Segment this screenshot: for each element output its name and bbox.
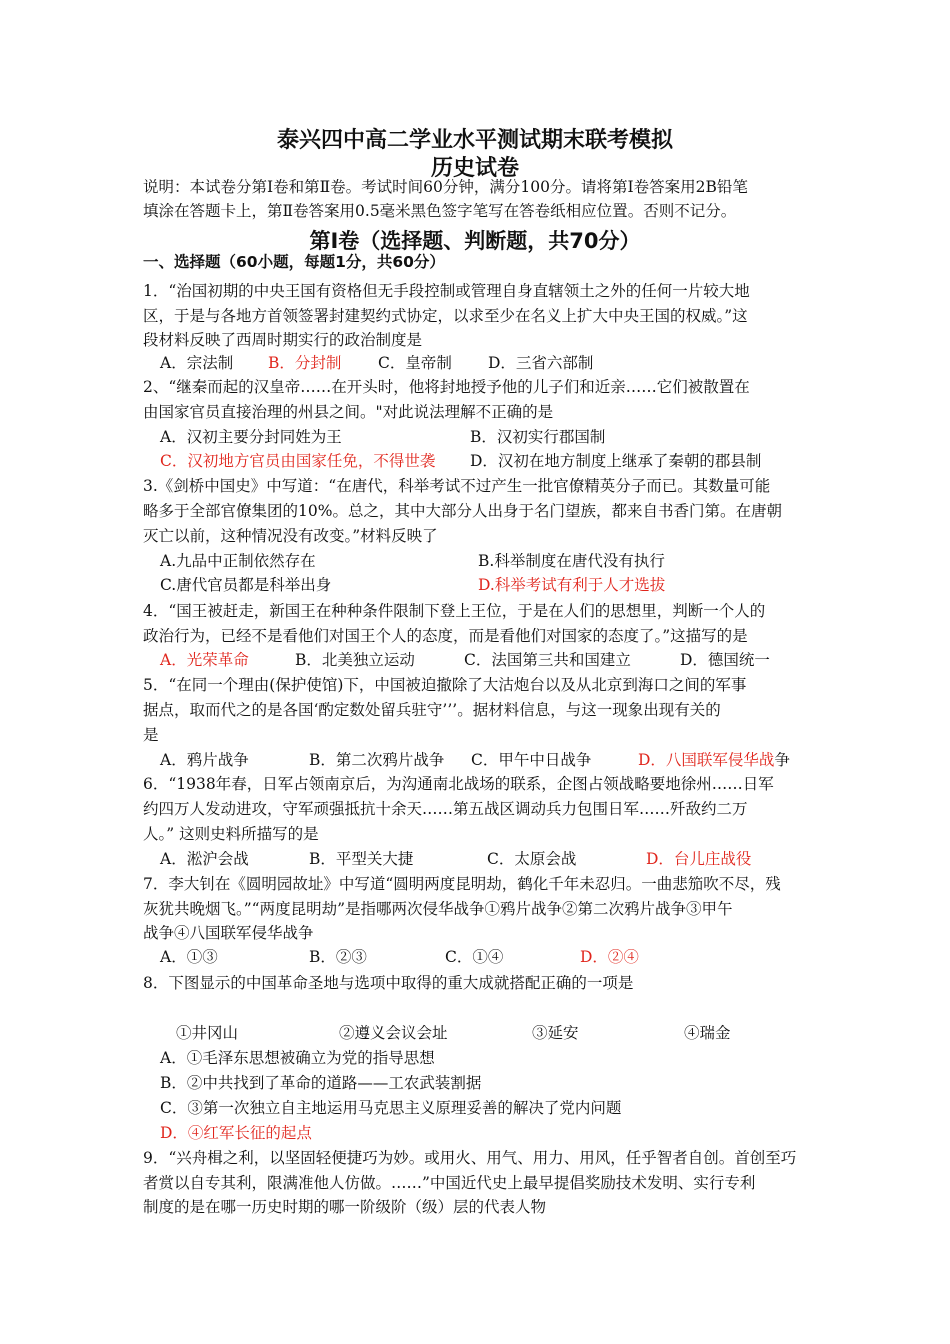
question-stem: 由国家官员直接治理的州县之间。"对此说法理解不正确的是 [143, 403, 554, 421]
question-stem: 略多于全部官僚集团的10%。总之，其中大部分人出身于名门望族，都来自书香门第。在唐朝 [143, 502, 782, 520]
option-answer: D．八国联军侵华战 [638, 751, 775, 769]
option: A．淞沪会战 [160, 850, 249, 868]
option: C．皇帝制 [378, 354, 452, 372]
question-stem: 是 [143, 726, 159, 744]
question-stem: 灰犹共晚烟飞。”“两度昆明劫”是指哪两次侵华战争①鸦片战争②第二次鸦片战争③甲午 [143, 900, 733, 918]
question-stem: 3.《剑桥中国史》中写道：“在唐代，科举考试不过产生一批官僚精英分子而已。其数量可能 [143, 477, 771, 495]
question-stem: 战争④八国联军侵华战争 [143, 924, 314, 942]
option: A．①毛泽东思想被确立为党的指导思想 [160, 1049, 435, 1067]
option: B.科举制度在唐代没有执行 [478, 552, 665, 570]
question-stem: 者赏以自专其利，限满准他人仿做。……”中国近代史上最早提倡奖励技术发明、实行专利 [143, 1174, 756, 1192]
option: B．②中共找到了革命的道路——工农武装割据 [160, 1074, 482, 1092]
part-heading: 一、选择题（60小题，每题1分，共60分） [143, 253, 445, 271]
option: C．③第一次独立自主地运用马克思主义原理妥善的解决了党内问题 [160, 1099, 622, 1117]
option-answer: C．汉初地方官员由国家任免，不得世袭 [160, 452, 436, 470]
section-title: 第Ⅰ卷（选择题、判断题，共70分） [309, 229, 641, 253]
question-stem: 人。” 这则史料所描写的是 [143, 825, 319, 843]
question-stem: 6．“1938年春，日军占领南京后，为沟通南北战场的联系，企图占领战略要地徐州……日军 [143, 775, 774, 793]
question-stem: 约四万人发动进攻，守军顽强抵抗十余天……第五战区调动兵力包围日军……歼敌约二万 [143, 800, 748, 818]
exam-title: 泰兴四中高二学业水平测试期末联考模拟 [276, 128, 673, 153]
question-stem: 7．李大钊在《圆明园故址》中写道“圆明两度昆明劫，鹤化千年未忍归。一曲悲笳吹不尽，残 [143, 875, 781, 893]
question-stem: 1．“治国初期的中央王国有资格但无手段控制或管理自身直辖领土之外的任何一片较大地 [143, 282, 750, 300]
question-stem: 9．“兴舟楫之利，以坚固轻便捷巧为妙。或用火、用气、用力、用风，任乎智者自创。首创至巧 [143, 1149, 797, 1167]
option: A.九品中正制依然存在 [160, 552, 316, 570]
place-label: ②遵义会议会址 [339, 1024, 448, 1042]
option: A．汉初主要分封同姓为王 [160, 428, 342, 446]
option: B．汉初实行郡国制 [470, 428, 606, 446]
instructions-line: 填涂在答题卡上，第Ⅱ卷答案用0.5毫米黑色签字笔写在答卷纸相应位置。否则不记分。 [143, 202, 737, 220]
question-stem: 政治行为，已经不是看他们对国王个人的态度，而是看他们对国家的态度了。”这描写的是 [143, 627, 748, 645]
place-label: ④瑞金 [684, 1024, 731, 1042]
option: B．第二次鸦片战争 [309, 751, 445, 769]
option: C．太原会战 [487, 850, 577, 868]
instructions-line: 说明：本试卷分第Ⅰ卷和第Ⅱ卷。考试时间60分钟，满分100分。请将第Ⅰ卷答案用2B铅笔 [143, 178, 748, 196]
option: B．平型关大捷 [309, 850, 414, 868]
question-stem: 制度的是在哪一历史时期的哪一阶级阶（级）层的代表人物 [143, 1198, 547, 1216]
option: B．②③ [309, 948, 367, 966]
option: A．宗法制 [160, 354, 234, 372]
option-answer-line [638, 750, 790, 770]
option: D．德国统一 [680, 651, 770, 669]
option-answer: A．光荣革命 [160, 651, 249, 669]
question-stem: 5．“在同一个理由(保护使馆)下，中国被迫撤除了大沽炮台以及从北京到海口之间的军事 [143, 676, 747, 694]
option-answer: B．分封制 [268, 354, 342, 372]
option: C．①④ [445, 948, 504, 966]
option: A．鸦片战争 [160, 751, 249, 769]
place-label: ①井冈山 [176, 1024, 239, 1042]
option-answer: D.科举考试有利于人才选拔 [478, 576, 666, 594]
question-stem: 区，于是与各地方首领签署封建契约式协定，以求至少在名义上扩大中央王国的权威。”这 [143, 307, 748, 325]
question-stem: 段材料反映了西周时期实行的政治制度是 [143, 331, 423, 349]
question-stem: 4．“国王被赶走，新国王在种种条件限制下登上王位，于是在人们的思想里，判断一个人的 [143, 602, 766, 620]
exam-subtitle: 历史试卷 [430, 156, 519, 181]
place-label: ③延安 [532, 1024, 579, 1042]
option-answer: D．台儿庄战役 [646, 850, 752, 868]
option: D．三省六部制 [488, 354, 594, 372]
question-stem: 灭亡以前，这种情况没有改变。”材料反映了 [143, 527, 438, 545]
option: A．①③ [160, 948, 218, 966]
option: B．北美独立运动 [295, 651, 415, 669]
option: C.唐代官员都是科举出身 [160, 576, 332, 594]
option: D．汉初在地方制度上继承了秦朝的郡县制 [470, 452, 762, 470]
option-tail: 争 [774, 751, 790, 769]
option-answer: D．④红军长征的起点 [160, 1124, 312, 1142]
question-stem: 据点，取而代之的是各国‘酌定数处留兵驻守’’’。据材料信息，与这一现象出现有关的 [143, 701, 721, 719]
question-stem: 2、“继秦而起的汉皇帝……在开头时，他将封地授予他的儿子们和近亲……它们被散置在 [143, 378, 750, 396]
option: C．甲午中日战争 [471, 751, 592, 769]
question-stem: 8．下图显示的中国革命圣地与选项中取得的重大成就搭配正确的一项是 [143, 974, 634, 992]
option: C．法国第三共和国建立 [464, 651, 631, 669]
option-answer: D．②④ [580, 948, 639, 966]
